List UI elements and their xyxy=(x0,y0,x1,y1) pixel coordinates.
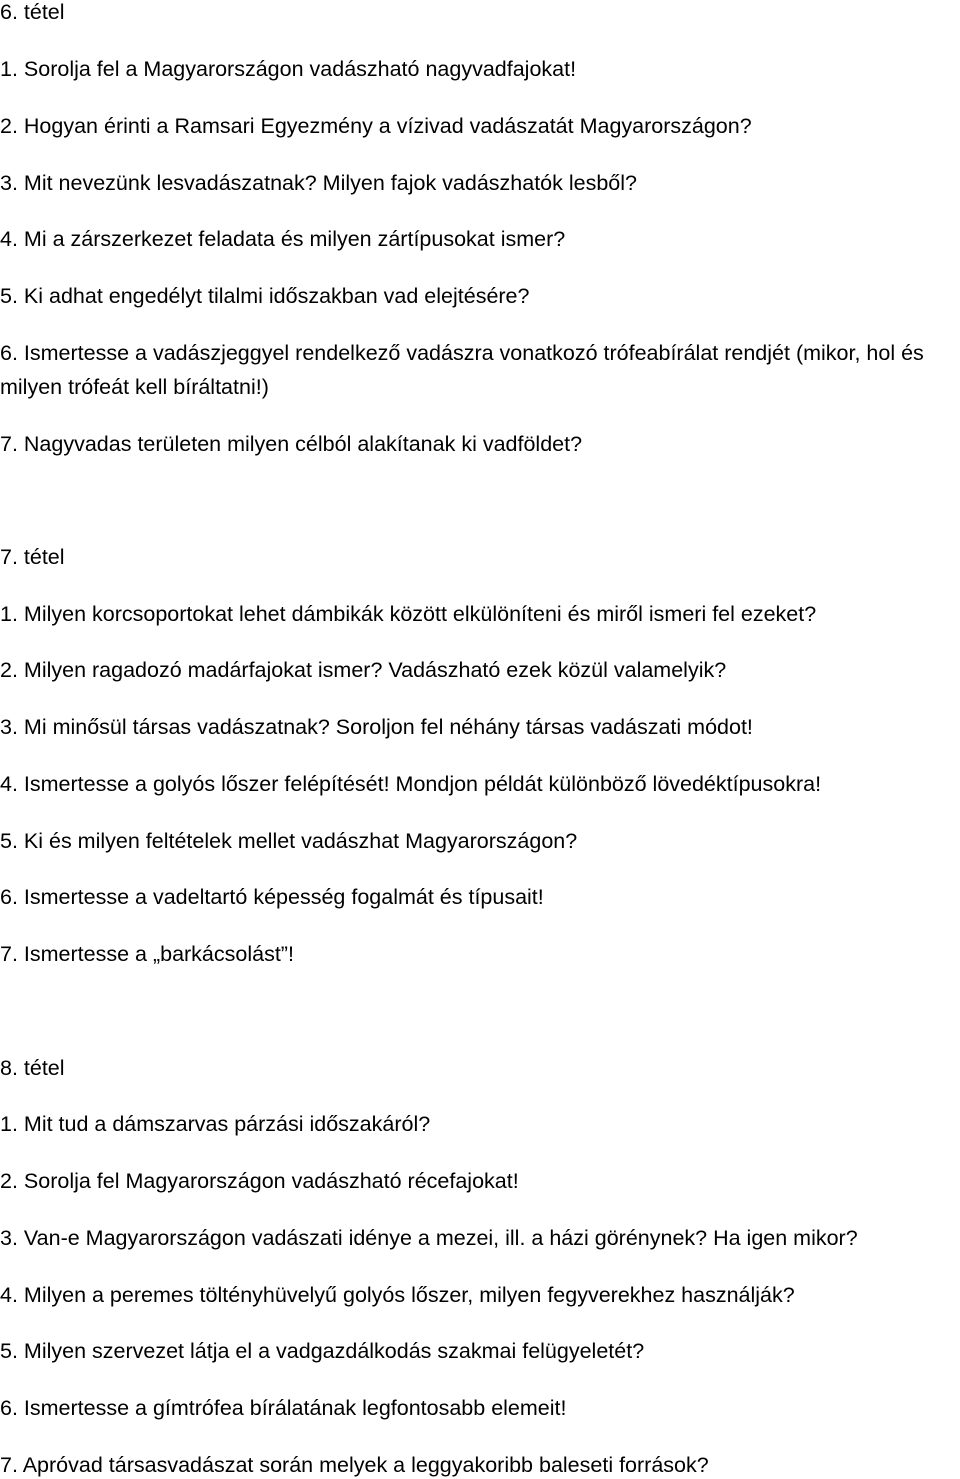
section-6-question-4: 4. Mi a zárszerkezet feladata és milyen zártípusokat ismer? xyxy=(0,227,566,251)
section-8-question-5: 5. Milyen szervezet látja el a vadgazdálkodás szakmai felügyeletét? xyxy=(0,1339,645,1363)
section-8-question-2: 2. Sorolja fel Magyarországon vadászható récefajokat! xyxy=(0,1169,519,1193)
section-6-question-2: 2. Hogyan érinti a Ramsari Egyezmény a vízivad vadászatát Magyarországon? xyxy=(0,114,752,138)
section-7-question-7: 7. Ismertesse a „barkácsolást”! xyxy=(0,942,294,966)
section-8-question-4: 4. Milyen a peremes töltényhüvelyű golyós lőszer, milyen fegyverekhez használják? xyxy=(0,1283,795,1307)
section-7-question-5: 5. Ki és milyen feltételek mellet vadászhat Magyarországon? xyxy=(0,829,578,853)
section-6-question-1: 1. Sorolja fel a Magyarországon vadászható nagyvadfajokat! xyxy=(0,57,577,81)
section-7-question-3: 3. Mi minősül társas vadászatnak? Soroljon fel néhány társas vadászati módot! xyxy=(0,715,753,739)
section-6-question-3: 3. Mit nevezünk lesvadászatnak? Milyen fajok vadászhatók lesből? xyxy=(0,171,637,195)
section-8-question-3: 3. Van-e Magyarországon vadászati idénye a mezei, ill. a házi görénynek? Ha igen mikor? xyxy=(0,1226,858,1250)
section-8-heading: 8. tétel xyxy=(0,1056,65,1080)
section-7-heading: 7. tétel xyxy=(0,545,65,569)
section-6-question-6: 6. Ismertesse a vadászjeggyel rendelkező vadászra vonatkozó trófeabírálat rendjét (mikor, hol és xyxy=(0,341,924,365)
section-6-question-5: 5. Ki adhat engedélyt tilalmi időszakban vad elejtésére? xyxy=(0,284,530,308)
section-7-question-1: 1. Milyen korcsoportokat lehet dámbikák között elkülöníteni és miről ismeri fel ezeket? xyxy=(0,602,817,626)
section-7-question-2: 2. Milyen ragadozó madárfajokat ismer? Vadászható ezek közül valamelyik? xyxy=(0,658,727,682)
section-8-question-1: 1. Mit tud a dámszarvas párzási időszakáról? xyxy=(0,1112,431,1136)
section-7-question-4: 4. Ismertesse a golyós lőszer felépítését! Mondjon példát különböző lövedéktípusokra! xyxy=(0,772,822,796)
section-6-heading: 6. tétel xyxy=(0,0,65,24)
section-7-question-6: 6. Ismertesse a vadeltartó képesség fogalmát és típusait! xyxy=(0,885,544,909)
section-6-question-6-continued: milyen trófeát kell bíráltatni!) xyxy=(0,375,269,399)
section-8-question-7: 7. Apróvad társasvadászat során melyek a leggyakoribb baleseti források? xyxy=(0,1453,709,1477)
section-8-question-6: 6. Ismertesse a gímtrófea bírálatának legfontosabb elemeit! xyxy=(0,1396,567,1420)
section-6-question-7: 7. Nagyvadas területen milyen célból alakítanak ki vadföldet? xyxy=(0,432,583,456)
